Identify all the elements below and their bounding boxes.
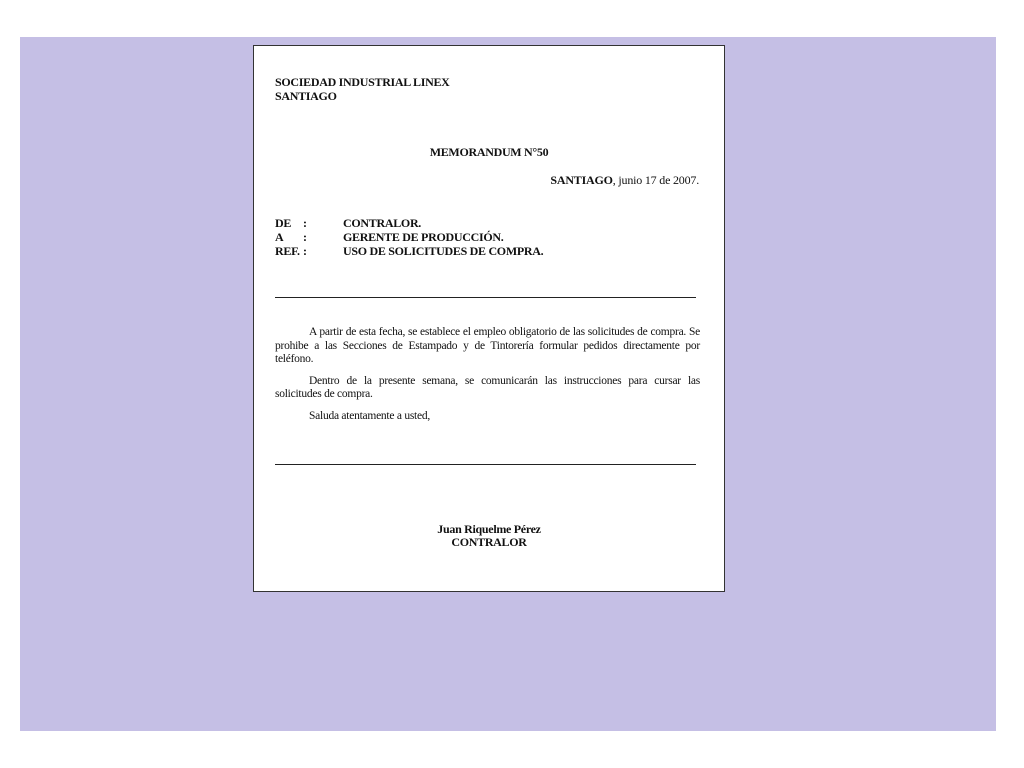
date-city: SANTIAGO [550, 173, 613, 187]
header-value: CONTRALOR. [343, 216, 422, 230]
header-row-to [275, 230, 543, 244]
body-paragraph: A partir de esta fecha, se establece el empleo obligatorio de las solicitudes de compra. Se prohibe a las Secciones de Estampado y de Tintorería formular pedidos directamente por teléfono. [275, 326, 700, 365]
signature-block [254, 523, 724, 549]
header-colon: : [303, 244, 307, 258]
header-colon: : [303, 216, 307, 230]
memo-title: MEMORANDUM N°50 [429, 145, 549, 159]
header-value: USO DE SOLICITUDES DE COMPRA. [343, 244, 544, 258]
header-key: REF. [275, 244, 300, 258]
memo-header-fields [275, 216, 543, 258]
header-key: DE [275, 216, 292, 230]
signer-title: CONTRALOR [451, 535, 527, 549]
top-divider [275, 297, 696, 298]
body-paragraph: Dentro de la presente semana, se comunicarán las instrucciones para cursar las solicitudes de compra. [275, 374, 700, 400]
date-text: , junio 17 de 2007. [612, 173, 699, 187]
header-row-ref [275, 244, 543, 258]
date-line [550, 173, 699, 188]
memo-document [253, 45, 725, 592]
bottom-divider [275, 464, 696, 465]
signer-name: Juan Riquelme Pérez [437, 522, 541, 536]
header-value: GERENTE DE PRODUCCIÓN. [343, 230, 504, 244]
header-row-from [275, 216, 543, 230]
memo-body [275, 326, 700, 431]
company-header [275, 75, 450, 103]
company-city: SANTIAGO [275, 89, 337, 103]
closing-line: Saluda atentamente a usted, [309, 409, 430, 422]
header-colon: : [303, 230, 307, 244]
header-key: A [275, 230, 284, 244]
company-name: SOCIEDAD INDUSTRIAL LINEX [275, 75, 450, 89]
